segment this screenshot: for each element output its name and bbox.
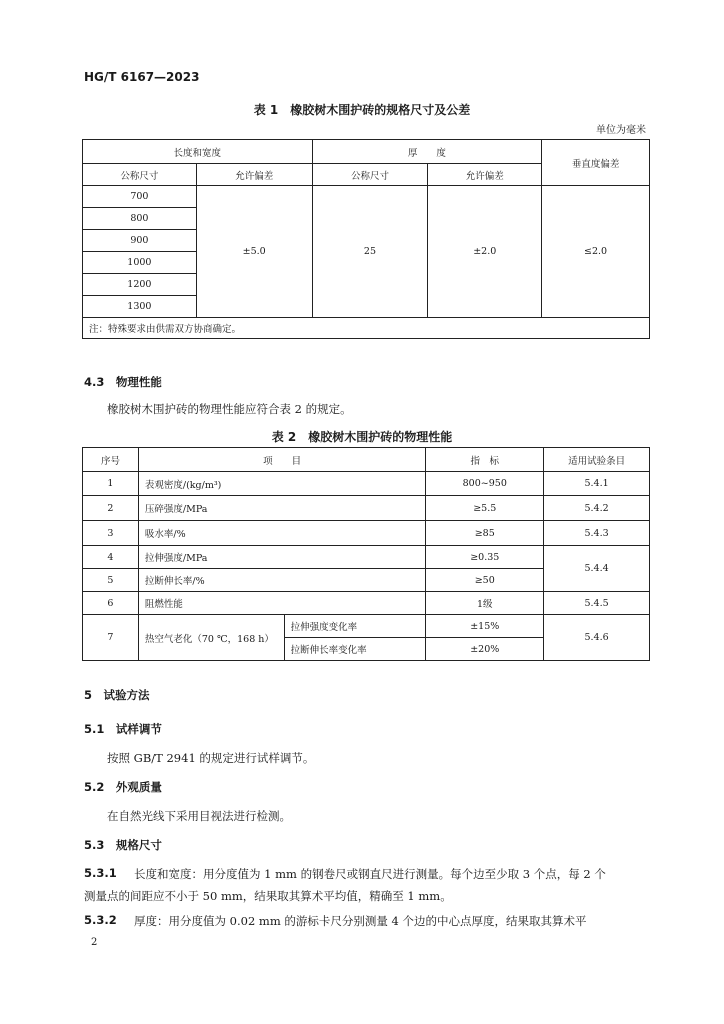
t2-clause: 5.4.4 [544, 546, 650, 592]
table1 [82, 139, 650, 339]
t1-header-tolerance: 允许偏差 [428, 164, 542, 186]
t1-size-cell: 1000 [83, 252, 197, 274]
t2-no: 5 [83, 569, 139, 592]
t2-clause: 5.4.3 [544, 521, 650, 546]
clause-5-3-1-line2: 测量点的间距应不小于 50 mm，结果取其算术平均值，精确至 1 mm。 [84, 889, 452, 903]
table2-caption: 表 2 橡胶树木围护砖的物理性能 [271, 430, 453, 444]
t1-thickness: 25 [312, 186, 428, 318]
section-5-1-title: 5.1 试样调节 [84, 722, 162, 736]
t1-header-tolerance: 允许偏差 [196, 164, 312, 186]
t2-index: ±15% [426, 615, 544, 638]
t2-item: 热空气老化（70 ℃，168 h） [138, 615, 284, 661]
t1-header-vertical: 垂直度偏差 [542, 140, 650, 186]
t2-index: ≥5.5 [426, 496, 544, 521]
t2-clause: 5.4.5 [544, 592, 650, 615]
t1-size-cell: 800 [83, 208, 197, 230]
section-5-1-text: 按照 GB/T 2941 的规定进行试样调节。 [107, 751, 315, 765]
t2-clause: 5.4.1 [544, 472, 650, 496]
section-5-3-title: 5.3 规格尺寸 [84, 838, 162, 852]
t2-header-item: 项 目 [138, 448, 425, 472]
clause-5-3-2-line1: 厚度：用分度值为 0.02 mm 的游标卡尺分别测量 4 个边的中心点厚度，结果取其算术平 [134, 914, 587, 928]
clause-5-3-1-line1: 长度和宽度：用分度值为 1 mm 的钢卷尺或钢直尺进行测量。每个边至少取 3 个点，每 2 个 [134, 867, 606, 881]
t1-size-cell: 900 [83, 230, 197, 252]
t2-no: 4 [83, 546, 139, 569]
t2-no: 2 [83, 496, 139, 521]
t1-header-length-width: 长度和宽度 [83, 140, 313, 164]
t1-vertical: ≤2.0 [542, 186, 650, 318]
section-5-2-title: 5.2 外观质量 [84, 780, 162, 794]
t1-header-nominal: 公称尺寸 [312, 164, 428, 186]
t2-no: 3 [83, 521, 139, 546]
t2-index: ≥85 [426, 521, 544, 546]
t1-size-cell: 1300 [83, 296, 197, 318]
t2-clause: 5.4.6 [544, 615, 650, 661]
section-5-title: 5 试验方法 [84, 688, 150, 702]
t2-header-no: 序号 [83, 448, 139, 472]
t2-index: ±20% [426, 638, 544, 661]
standard-code: HG/T 6167—2023 [84, 70, 200, 84]
t2-subitem: 拉断伸长率变化率 [284, 638, 426, 661]
t1-size-cell: 1200 [83, 274, 197, 296]
t2-index: 800~950 [426, 472, 544, 496]
t1-header-thickness: 厚 度 [312, 140, 542, 164]
t1-tol-lw: ±5.0 [196, 186, 312, 318]
t2-item: 表观密度/(kg/m³) [138, 472, 425, 496]
t2-item: 吸水率/% [138, 521, 425, 546]
clause-5-3-1-number: 5.3.1 [84, 866, 117, 880]
t2-clause: 5.4.2 [544, 496, 650, 521]
t2-index: ≥0.35 [426, 546, 544, 569]
section-5-2-text: 在自然光线下采用目视法进行检测。 [107, 809, 291, 823]
table2 [82, 447, 650, 661]
t2-item: 压碎强度/MPa [138, 496, 425, 521]
t2-item: 拉伸强度/MPa [138, 546, 425, 569]
t1-tol-thickness: ±2.0 [428, 186, 542, 318]
t2-header-index: 指 标 [426, 448, 544, 472]
t1-size-cell: 700 [83, 186, 197, 208]
section-4-3-title: 4.3 物理性能 [84, 375, 162, 389]
t2-item: 阻燃性能 [138, 592, 425, 615]
table1-unit: 单位为毫米 [596, 125, 646, 136]
t2-index: 1级 [426, 592, 544, 615]
t2-no: 7 [83, 615, 139, 661]
section-4-3-text: 橡胶树木围护砖的物理性能应符合表 2 的规定。 [107, 402, 352, 416]
t2-no: 6 [83, 592, 139, 615]
clause-5-3-2-number: 5.3.2 [84, 913, 117, 927]
t2-index: ≥50 [426, 569, 544, 592]
t1-note: 注：特殊要求由供需双方协商确定。 [83, 318, 650, 339]
t2-no: 1 [83, 472, 139, 496]
table1-caption: 表 1 橡胶树木围护砖的规格尺寸及公差 [253, 103, 471, 117]
t1-header-nominal: 公称尺寸 [83, 164, 197, 186]
t2-item: 拉断伸长率/% [138, 569, 425, 592]
t2-header-clause: 适用试验条目 [544, 448, 650, 472]
t2-subitem: 拉伸强度变化率 [284, 615, 426, 638]
page-number: 2 [91, 937, 98, 948]
